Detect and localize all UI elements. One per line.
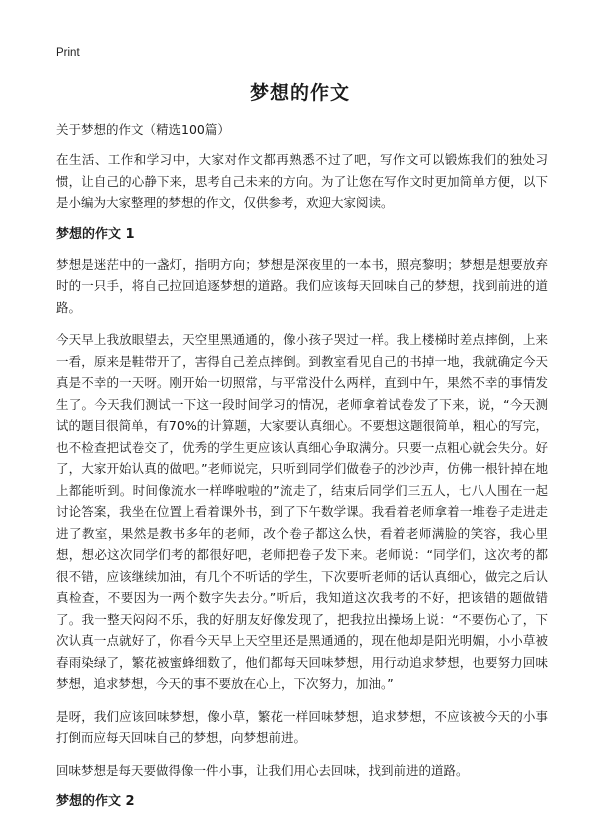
page-title: 梦想的作文 <box>249 82 350 104</box>
article-subtitle: 关于梦想的作文（精选100篇） <box>56 122 230 137</box>
section-1-paragraph-2: 今天早上我放眼望去，天空里黑通通的，像小孩子哭过一样。我上楼梯时差点摔倒，上来一看，原来是鞋带开了，害得自己差点摔倒。到教室看见自己的书掉一地，我就确定今天真是不幸的一天呀。刚开始一切照常，与平常没什么两样，直到中午，果然不幸的事情发生了。今天我们测试一下这一段时间学习的情况，老师拿着试卷发了下来，说，“今天测试的题目很简单，有70%的计算题，大家要认真细心。不要想这题很简单，粗心的写完，也不检查把试卷交了，优秀的学生更应该认真细心争取满分。只要一点粗心就会失分。好了，大家开始认真的做吧。”老师说完，只听到同学们做卷子的沙沙声，仿佛一根针掉在地上都能听到。时间像流水一样哗啦啦的”流走了，结束后同学们三五人，七八人围在一起讨论答案，我坐在位置上看着课外书，到了下午数学课。我看着老师拿着一堆卷子走进走进了教室，果然是教书多年的老师，改个卷子都这么快，看着老师满脸的笑容，我心里想，想必这次同学们考的都很好吧，老师把卷子发下来。老师说：“同学们，这次考的都很不错，应该继续加油，有几个不听话的学生，下次要听老师的话认真细心，做完之后认真检查，不要因为一两个数字失去分。”听后，我知道这次我考的不好，把该错的题做错了。我一整天闷闷不乐，我的好朋友好像发现了，把我拉出操场上说：“不要伤心了，下次认真一点就好了，你看今天早上天空里还是黑通通的，现在他却是阳光明媚，小小草被春雨染绿了，繁花被蜜蜂细数了，他们都每天回味梦想，用行动追求梦想，也要努力回味梦想，追求梦想，今天的事不要放在心上，下次努力，加油。” <box>56 332 548 691</box>
section-1-paragraph-4: 回味梦想是每天要做得像一件小事，让我们用心去回味，找到前进的道路。 <box>56 762 469 778</box>
section-1-paragraph-1: 梦想是迷茫中的一盏灯，指明方向；梦想是深夜里的一本书，照亮黎明；梦想是想要放弃时的一只手，将自己拉回追逐梦想的道路。我们应该每天回味自己的梦想，找到前进的道路。 <box>56 256 548 315</box>
intro-paragraph: 在生活、工作和学习中，大家对作文都再熟悉不过了吧，写作文可以锻炼我们的独处习惯，让自己的心静下来，思考自己未来的方向。为了让您在写作文时更加简单方便，以下是小编为大家整理的梦想的作文，仅供参考，欢迎大家阅读。 <box>56 152 548 210</box>
section-heading-2: 梦想的作文 2 <box>56 794 135 809</box>
section-1-paragraph-3: 是呀，我们应该回味梦想，像小草，繁花一样回味梦想，追求梦想，不应该被今天的小事打倒而应每天回味自己的梦想，向梦想前进。 <box>56 708 548 745</box>
section-heading-1: 梦想的作文 1 <box>56 226 135 242</box>
article-body <box>56 121 548 821</box>
print-link[interactable]: Print <box>56 47 80 59</box>
